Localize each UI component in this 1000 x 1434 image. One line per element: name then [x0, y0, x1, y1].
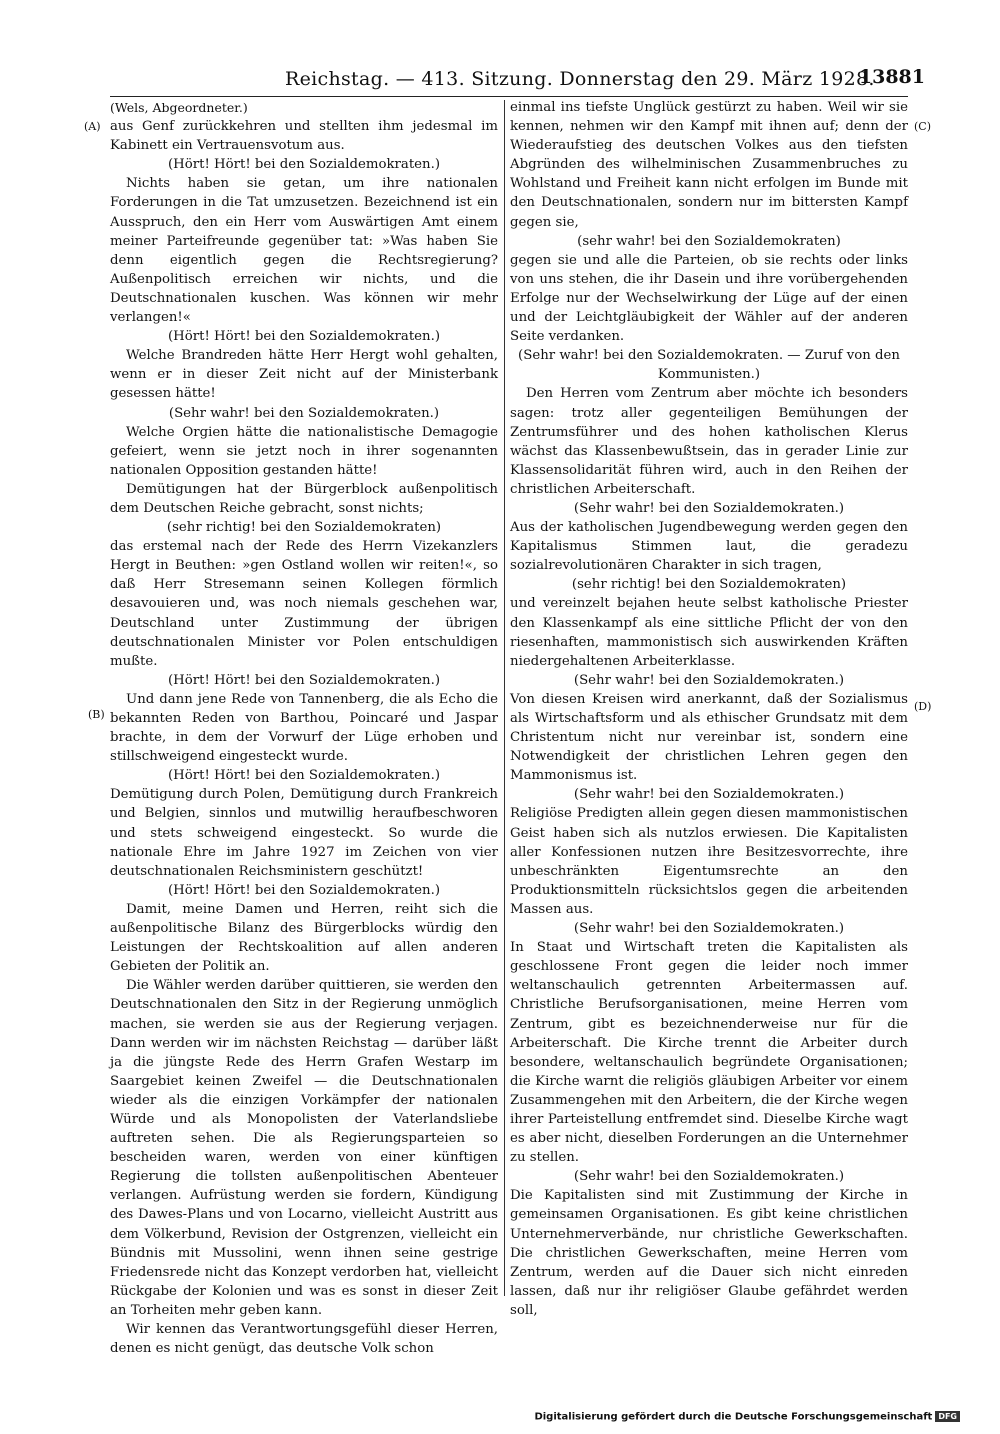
interjection: (sehr richtig! bei den Sozialdemokraten)	[571, 577, 847, 593]
interjection: (Sehr wahr! bei den Sozialdemokraten.)	[573, 672, 845, 688]
paragraph: Nichts haben sie getan, um ihre nationalen Forderungen in die Tat umzusetzen. Bezeichnend ist ein Ausspruch, den ein Herr vom Auswärtigen Amt einem meiner Parteifreunde gegenüber tat: »Was haben Sie denn eigentlich gegen die Rechtsregierung? Außenpolitisch erreichen wir nichts, und die Deutschnationalen kuschen. Was können wir mehr verlangen!«	[110, 176, 498, 326]
interjection: (Hört! Hört! bei den Sozialdemokraten.)	[167, 882, 441, 898]
paragraph: Welche Orgien hätte die nationalistische Demagogie gefeiert, wenn sie jetzt noch in ihrer sogenannten nationalen Opposition gestanden hätte!	[110, 424, 498, 478]
interjection: (Hört! Hört! bei den Sozialdemokraten.)	[167, 329, 441, 345]
paragraph: Religiöse Predigten allein gegen diesen mammonistischen Geist haben sich als nutzlos erwiesen. Die Kapitalisten aller Konfessionen nutzen ihre Besitzesvorrechte, ihre unbeschränkten Eigentumsrechte an den Produktionsmitteln rücksichtslos gegen die arbeitenden Massen aus.	[510, 806, 908, 917]
interjection: (Sehr wahr! bei den Sozialdemokraten. — Zuruf von den Kommunisten.)	[518, 348, 900, 383]
left-column	[110, 98, 498, 1358]
paragraph: einmal ins tiefste Unglück gestürzt zu haben. Weil wir sie kennen, nehmen wir den Kampf mit ihnen auf; denn der Wiederaufstieg des deutschen Volkes aus den tiefsten Abgründen des wilhelminischen Zusammenbruches zu Wohlstand und Freiheit kann nicht erfolgen im Bunde mit den Deutschnationalen, sondern nur im bittersten Kampf gegen sie,	[510, 100, 908, 230]
interjection: (Sehr wahr! bei den Sozialdemokraten.)	[573, 500, 845, 516]
column-divider	[504, 100, 505, 1296]
page-title: Reichstag. — 413. Sitzung. Donnerstag den 29. März 1928.	[285, 68, 875, 90]
paragraph: Welche Brandreden hätte Herr Hergt wohl gehalten, wenn er in dieser Zeit nicht auf der Ministerbank gesessen hätte!	[110, 348, 498, 402]
margin-mark-d: (D)	[914, 700, 932, 713]
funding-footer	[534, 1411, 960, 1423]
paragraph: Wir kennen das Verantwortungsgefühl dieser Herren, denen es nicht genügt, das deutsche Volk schon	[110, 1322, 498, 1357]
interjection: (Sehr wahr! bei den Sozialdemokraten.)	[573, 787, 845, 803]
paragraph: das erstemal nach der Rede des Herrn Vizekanzlers Hergt in Beuthen: »gen Ostland wollen wir reiten!«, so daß Herr Stresemann seinen Kollegen förmlich desavouieren und, was noch niemals geschehen war, Deutschland unter Zustimmung der übrigen deutschnationalen Minister vor Polen entschuldigen mußte.	[110, 539, 498, 669]
paragraph: Und dann jene Rede von Tannenberg, die als Echo die bekannten Reden von Barthou, Poincaré und Jaspar brachte, in dem der Vorwurf der Lüge erhoben und stillschweigend eingesteckt wurde.	[110, 691, 498, 765]
paragraph: Den Herren vom Zentrum aber möchte ich besonders sagen: trotz aller gegenteiligen Bemühungen der Zentrumsführer und des hohen katholischen Klerus wächst das Klassenbewußtsein, das in gerader Linie zur Klassensolidarität führen wird, auch in den Reihen der christlichen Arbeiterschaft.	[510, 386, 908, 497]
paragraph: Die Kapitalisten sind mit Zustimmung der Kirche in gemeinsamen Organisationen. Es gibt keine christlichen Unternehmerverbände, nur christliche Gewerkschaften. Die christlichen Gewerkschaften, meine Herren vom Zentrum, werden auf die Dauer sich nicht einreden lassen, daß nur ihr religiöser Glaube gefährdet werden soll,	[510, 1188, 908, 1318]
paragraph: Damit, meine Damen und Herren, reiht sich die außenpolitische Bilanz des Bürgerblocks würdig den Leistungen der Rechtskoalition auf allen anderen Gebieten der Politik an.	[110, 901, 498, 975]
margin-mark-b: (B)	[88, 708, 105, 721]
margin-mark-c: (C)	[914, 120, 931, 133]
paragraph: Demütigungen hat der Bürgerblock außenpolitisch dem Deutschen Reiche gebracht, sonst nichts;	[110, 481, 498, 516]
interjection: (Hört! Hört! bei den Sozialdemokraten.)	[167, 157, 441, 173]
header-rule	[110, 96, 908, 97]
dfg-logo-badge: DFG	[935, 1411, 960, 1422]
margin-mark-a: (A)	[84, 120, 101, 133]
speaker-label: (Wels, Abgeordneter.)	[110, 100, 248, 115]
paragraph: Von diesen Kreisen wird anerkannt, daß der Sozialismus als Wirtschaftsform und als ethischer Grundsatz mit dem Christentum nicht nur vereinbar ist, sondern eine Notwendigkeit der christlichen Lehren gegen den Mammonismus ist.	[510, 691, 908, 784]
interjection: (Hört! Hört! bei den Sozialdemokraten.)	[167, 672, 441, 688]
interjection: (Hört! Hört! bei den Sozialdemokraten.)	[167, 768, 441, 784]
paragraph: gegen sie und alle die Parteien, ob sie rechts oder links von uns stehen, die ihr Dasein und ihre vorübergehenden Erfolge nur der Wechselwirkung der Lüge auf der einen und der Leichtgläubigkeit der Wähler auf der anderen Seite verdanken.	[510, 252, 908, 345]
paragraph: Demütigung durch Polen, Demütigung durch Frankreich und Belgien, sinnlos und mutwillig heraufbeschworen und stets schweigend eingesteckt. So wurde die nationale Ehre im Jahre 1927 im Zeichen von vier deutschnationalen Reichsministern geschützt!	[110, 787, 498, 879]
paragraph: und vereinzelt bejahen heute selbst katholische Priester den Klassenkampf als eine sittliche Pflicht der von den riesenhaften, mammonistisch sich auswirkenden Kräften niedergehaltenen Arbeiterklasse.	[510, 596, 908, 669]
paragraph: aus Genf zurückkehren und stellten ihm jedesmal im Kabinett ein Vertrauensvotum aus.	[110, 119, 498, 154]
interjection: (sehr wahr! bei den Sozialdemokraten)	[577, 233, 841, 249]
paragraph: Aus der katholischen Jugendbewegung werden gegen den Kapitalismus Stimmen laut, die geradezu sozialrevolutionären Charakter in sich tragen,	[510, 520, 908, 574]
interjection: (Sehr wahr! bei den Sozialdemokraten.)	[573, 1169, 845, 1185]
interjection: (Sehr wahr! bei den Sozialdemokraten.)	[168, 405, 440, 421]
right-column	[510, 98, 908, 1320]
paragraph: Die Wähler werden darüber quittieren, sie werden den Deutschnationalen den Sitz in der Regierung unmöglich machen, sie werden sie aus der Regierung verjagen. Dann werden wir im nächsten Reichstag — darüber läßt ja die jüngste Rede des Herrn Grafen Westarp im Saargebiet keinen Zweifel — die Deutschnationalen wieder als die einzigen Vorkämpfer der nationalen Würde und als Monopolisten der Vaterlandsliebe auftreten sehen. Die als Regierungsparteien so bescheiden waren, werden von einer künftigen Regierung die tollsten außenpolitischen Abenteuer verlangen. Aufrüstung werden sie fordern, Kündigung des Dawes-Plans und von Locarno, vielleicht Austritt aus dem Völkerbund, Revision der Ostgrenzen, vielleicht ein Bündnis mit Mussolini, wenn ihnen seine gestrige Friedensrede nicht das Konzept verdorben hat, vielleicht Rückgabe der Kolonien und was es sonst in dieser Zeit an Torheiten mehr geben kann.	[110, 978, 498, 1318]
interjection: (Sehr wahr! bei den Sozialdemokraten.)	[573, 921, 845, 937]
page-header	[255, 68, 925, 96]
page-number: 13881	[858, 66, 925, 88]
paragraph: In Staat und Wirtschaft treten die Kapitalisten als geschlossene Front gegen die leider noch immer weltanschaulich getrennten Arbeitermassen auf. Christliche Berufsorganisationen, meine Herren vom Zentrum, gibt es bezeichnenderweise nur für die Arbeiterschaft. Die Kirche trennt die Arbeiter durch besondere, weltanschaulich begründete Organisationen; die Kirche warnt die religiös gläubigen Arbeiter vor einem Zusammengehen mit den Arbeitern, die der Kirche wegen ihrer Parteistellung entfremdet sind. Dieselbe Kirche wagt es aber nicht, dieselben Forderungen an die Unternehmer zu stellen.	[510, 940, 908, 1166]
interjection: (sehr richtig! bei den Sozialdemokraten)	[166, 520, 442, 536]
footer-text: Digitalisierung gefördert durch die Deutsche Forschungsgemeinschaft	[534, 1411, 933, 1423]
